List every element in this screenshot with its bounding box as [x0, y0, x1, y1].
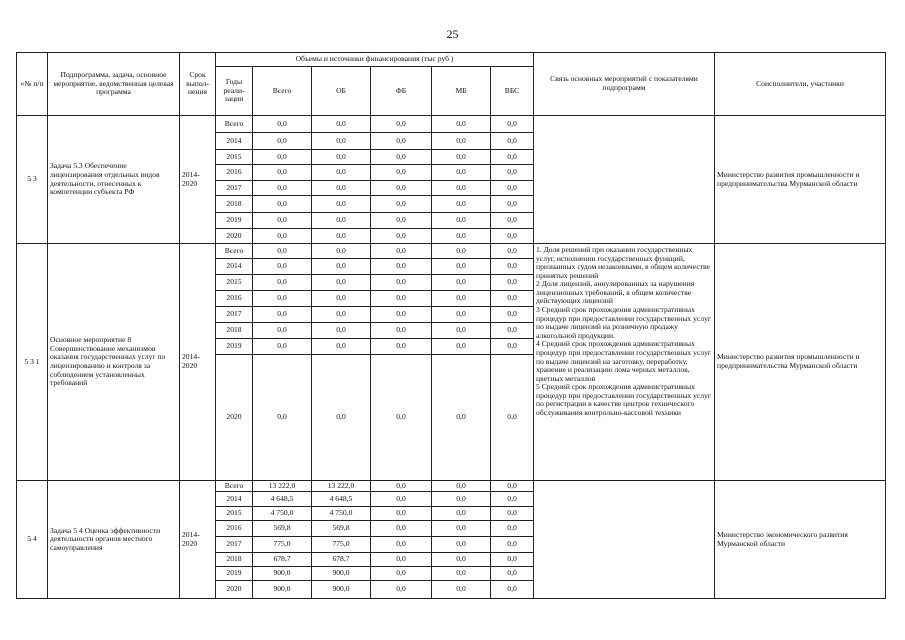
value-cell: 0,0 [491, 165, 534, 181]
header-fb: ФБ [371, 67, 432, 116]
value-cell: 0,0 [312, 355, 371, 481]
value-cell: 678,7 [253, 553, 312, 567]
year-cell: 2015 [216, 150, 253, 165]
value-cell: 0,0 [253, 355, 312, 481]
year-cell: Всего [216, 116, 253, 133]
value-cell: 0,0 [491, 181, 534, 196]
year-cell: 2014 [216, 259, 253, 275]
year-cell: 2018 [216, 323, 253, 339]
value-cell: 0,0 [253, 244, 312, 259]
value-cell: 0,0 [371, 181, 432, 196]
value-cell: 0,0 [312, 181, 371, 196]
value-cell: 0,0 [312, 307, 371, 323]
value-cell: 0,0 [432, 133, 491, 150]
value-cell: 0,0 [253, 291, 312, 307]
header-num: «№ п/п [17, 53, 48, 116]
year-cell: 2016 [216, 165, 253, 181]
value-cell: 0,0 [371, 521, 432, 537]
value-cell: 0,0 [491, 492, 534, 507]
value-cell: 0,0 [432, 339, 491, 355]
section-name: Задача 5.3 Обеспечение лицензирования отдельных видов деятельности, отнесенных к компетенции субъекта РФ [48, 116, 180, 244]
value-cell: 13 222,0 [312, 481, 371, 492]
year-cell: 2014 [216, 492, 253, 507]
value-cell: 0,0 [371, 116, 432, 133]
value-cell: 0,0 [312, 213, 371, 229]
value-cell: 0,0 [491, 291, 534, 307]
value-cell: 0,0 [432, 553, 491, 567]
value-cell: 0,0 [371, 307, 432, 323]
value-cell: 0,0 [312, 150, 371, 165]
value-cell: 0,0 [253, 150, 312, 165]
header-program: Подпрограмма, задача, основное мероприятие, ведомственная целевая программа [48, 53, 180, 116]
year-cell: 2018 [216, 196, 253, 213]
header-vbs: ВБС [491, 67, 534, 116]
year-cell: 2019 [216, 339, 253, 355]
value-cell: 0,0 [491, 116, 534, 133]
value-cell: 569,8 [312, 521, 371, 537]
value-cell: 0,0 [371, 150, 432, 165]
year-cell: 2016 [216, 521, 253, 537]
value-cell: 0,0 [491, 553, 534, 567]
value-cell: 0,0 [491, 323, 534, 339]
value-cell: 0,0 [312, 133, 371, 150]
value-cell: 0,0 [312, 259, 371, 275]
value-cell: 0,0 [491, 150, 534, 165]
value-cell: 0,0 [371, 537, 432, 553]
value-cell: 0,0 [491, 259, 534, 275]
financing-table [16, 52, 886, 599]
value-cell: 0,0 [491, 213, 534, 229]
section-name: Задача 5 4 Оценка эффективности деятельности органов местного самоуправления [48, 481, 180, 599]
value-cell: 0,0 [432, 567, 491, 581]
value-cell: 0,0 [432, 307, 491, 323]
year-cell: 2017 [216, 537, 253, 553]
value-cell: 0,0 [432, 150, 491, 165]
year-cell: 2019 [216, 567, 253, 581]
year-cell: 2018 [216, 553, 253, 567]
value-cell: 0,0 [312, 229, 371, 244]
table-row [17, 481, 886, 492]
section-executor: Министерство развития промышленности и предпринимательства Мурманской области [715, 116, 886, 244]
value-cell: 0,0 [491, 537, 534, 553]
header-years: Годы реали-зации [216, 67, 253, 116]
table-row [17, 116, 886, 133]
table-row [17, 244, 886, 259]
value-cell: 0,0 [371, 567, 432, 581]
year-cell: 2019 [216, 213, 253, 229]
year-cell: Всего [216, 244, 253, 259]
section-name: Основное мероприятие 8 Совершенствование механизмов оказания государственных услуг по лицензированию и контроля за соблюдением установленных требований [48, 244, 180, 481]
value-cell: 0,0 [253, 196, 312, 213]
header-link: Связь основных мероприятий с показателями подпрограмм [534, 53, 715, 116]
header-finance-group: Объемы и источники финансирования (тыс руб ) [216, 53, 534, 67]
value-cell: 0,0 [371, 259, 432, 275]
value-cell: 0,0 [371, 507, 432, 521]
year-cell: 2016 [216, 291, 253, 307]
section-executor: Министерство экономического развития Мурманской области [715, 481, 886, 599]
value-cell: 0,0 [491, 581, 534, 599]
value-cell: 0,0 [371, 165, 432, 181]
year-cell: 2020 [216, 355, 253, 481]
value-cell: 900,0 [312, 581, 371, 599]
value-cell: 900,0 [253, 581, 312, 599]
value-cell: 0,0 [312, 339, 371, 355]
section-number: 5 3 1 [17, 244, 48, 481]
value-cell: 0,0 [491, 196, 534, 213]
value-cell: 0,0 [371, 553, 432, 567]
value-cell: 0,0 [491, 244, 534, 259]
value-cell: 0,0 [371, 213, 432, 229]
value-cell: 0,0 [432, 196, 491, 213]
year-cell: 2015 [216, 507, 253, 521]
value-cell: 0,0 [432, 275, 491, 291]
value-cell: 0,0 [371, 481, 432, 492]
value-cell: 0,0 [432, 213, 491, 229]
value-cell: 0,0 [432, 323, 491, 339]
section-link [534, 481, 715, 599]
value-cell: 0,0 [432, 492, 491, 507]
year-cell: 2020 [216, 229, 253, 244]
section-number: 5 3 [17, 116, 48, 244]
value-cell: 0,0 [253, 213, 312, 229]
value-cell: 0,0 [491, 275, 534, 291]
value-cell: 0,0 [253, 275, 312, 291]
value-cell: 0,0 [312, 165, 371, 181]
header-executors: Соисполнители, участники [715, 53, 886, 116]
value-cell: 0,0 [253, 339, 312, 355]
value-cell: 0,0 [253, 259, 312, 275]
value-cell: 0,0 [253, 133, 312, 150]
year-cell: 2014 [216, 133, 253, 150]
value-cell: 0,0 [491, 307, 534, 323]
value-cell: 0,0 [371, 323, 432, 339]
value-cell: 4 750,0 [312, 507, 371, 521]
value-cell: 0,0 [371, 581, 432, 599]
value-cell: 0,0 [371, 339, 432, 355]
value-cell: 0,0 [312, 275, 371, 291]
value-cell: 0,0 [491, 567, 534, 581]
value-cell: 0,0 [253, 116, 312, 133]
value-cell: 0,0 [491, 507, 534, 521]
section-term: 2014-2020 [180, 481, 216, 599]
section-number: 5 4 [17, 481, 48, 599]
section-executor: Министерство развития промышленности и предпринимательства Мурманской области [715, 244, 886, 481]
value-cell: 900,0 [312, 567, 371, 581]
value-cell: 0,0 [312, 323, 371, 339]
value-cell: 0,0 [371, 275, 432, 291]
value-cell: 0,0 [371, 229, 432, 244]
header-term: Срок выпол-нения [180, 53, 216, 116]
value-cell: 0,0 [371, 291, 432, 307]
value-cell: 775,0 [312, 537, 371, 553]
value-cell: 0,0 [432, 244, 491, 259]
value-cell: 678,7 [312, 553, 371, 567]
header-mb: МБ [432, 67, 491, 116]
value-cell: 0,0 [432, 581, 491, 599]
value-cell: 4 750,0 [253, 507, 312, 521]
value-cell: 0,0 [432, 291, 491, 307]
value-cell: 0,0 [371, 133, 432, 150]
section-link: 1. Доля решений при оказании государственных услуг, исполнении государственных функций, признанных судом незаконными, в общем количестве принятых решений 2 Доля лицензий, аннулированных за нарушения лицензионных требований, в общем количестве действующих лицензий 3 Средний срок прохождения административных процедур при предоставлении государственных услуг по выдаче лицензий на розничную продажу алкогольной продукции. 4 Средний срок прохождения административных процедур при предоставлении государственных услуг по выдаче лицензий на заготовку, переработку, хранение и реализацию лома черных металлов, цветных металлов 5 Средний срок прохождения административных процедур при предоставлении государственных услуг по регистрации в качестве центров технического обслуживания контрольно-кассовой техники [534, 244, 715, 481]
value-cell: 0,0 [432, 259, 491, 275]
value-cell: 900,0 [253, 567, 312, 581]
value-cell: 0,0 [371, 492, 432, 507]
section-link [534, 116, 715, 244]
value-cell: 0,0 [491, 481, 534, 492]
value-cell: 0,0 [432, 537, 491, 553]
value-cell: 0,0 [432, 116, 491, 133]
year-cell: 2017 [216, 181, 253, 196]
value-cell: 0,0 [432, 165, 491, 181]
year-cell: 2017 [216, 307, 253, 323]
year-cell: 2015 [216, 275, 253, 291]
value-cell: 0,0 [312, 244, 371, 259]
value-cell: 0,0 [253, 229, 312, 244]
header-total: Всего [253, 67, 312, 116]
value-cell: 0,0 [371, 355, 432, 481]
page-number: 25 [446, 27, 459, 41]
value-cell: 0,0 [253, 165, 312, 181]
year-cell: 2020 [216, 581, 253, 599]
value-cell: 0,0 [491, 521, 534, 537]
value-cell: 4 648,5 [253, 492, 312, 507]
value-cell: 569,8 [253, 521, 312, 537]
value-cell: 0,0 [491, 339, 534, 355]
value-cell: 0,0 [491, 355, 534, 481]
section-term: 2014-2020 [180, 116, 216, 244]
value-cell: 775,0 [253, 537, 312, 553]
section-term: 2014-2020 [180, 244, 216, 481]
value-cell: 13 222,0 [253, 481, 312, 492]
value-cell: 0,0 [432, 481, 491, 492]
value-cell: 0,0 [432, 507, 491, 521]
value-cell: 0,0 [432, 355, 491, 481]
value-cell: 4 648,5 [312, 492, 371, 507]
value-cell: 0,0 [371, 196, 432, 213]
value-cell: 0,0 [312, 196, 371, 213]
value-cell: 0,0 [432, 181, 491, 196]
value-cell: 0,0 [432, 521, 491, 537]
year-cell: Всего [216, 481, 253, 492]
value-cell: 0,0 [253, 307, 312, 323]
value-cell: 0,0 [253, 181, 312, 196]
value-cell: 0,0 [253, 323, 312, 339]
header-ob: ОБ [312, 67, 371, 116]
value-cell: 0,0 [491, 229, 534, 244]
value-cell: 0,0 [312, 116, 371, 133]
value-cell: 0,0 [432, 229, 491, 244]
value-cell: 0,0 [371, 244, 432, 259]
value-cell: 0,0 [312, 291, 371, 307]
value-cell: 0,0 [491, 133, 534, 150]
